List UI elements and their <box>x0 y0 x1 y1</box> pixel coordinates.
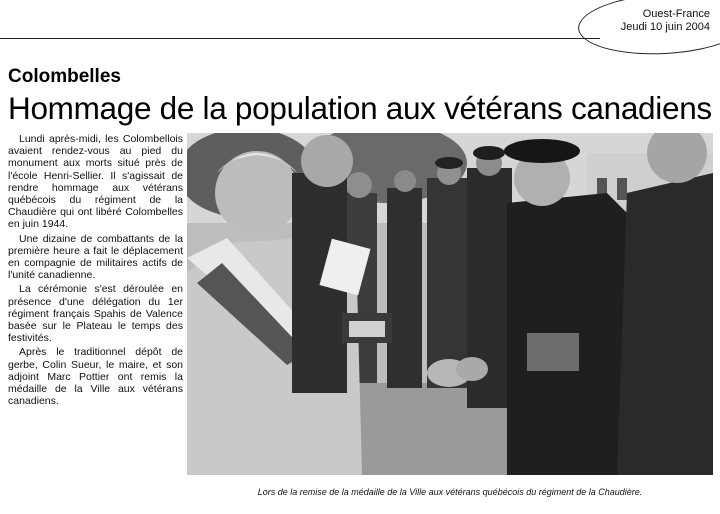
masthead-text <box>621 8 710 34</box>
article-paragraph: Lundi après-midi, les Colombellois avaient rendez-vous au pied du monument aux morts situé près de l'école Henri-Sellier. Il s'agissait de rendre hommage aux vétérans québécois du régiment de la Chaudière qui ont libéré Colombelles en juin 1944. <box>8 133 183 231</box>
section-title: Colombelles <box>8 66 121 87</box>
ceremony-photo <box>187 133 713 475</box>
article-paragraph: Après le traditionnel dépôt de gerbe, Colin Sueur, le maire, et son adjoint Marc Pottier ont remis la médaille de la Ville aux vétérans canadiens. <box>8 346 183 408</box>
article-paragraph: La cérémonie s'est déroulée en présence d'une délégation du 1er régiment français Spahis de Valence basée sur le Plateau le temps des festivités. <box>8 283 183 345</box>
article-paragraph: Une dizaine de combattants de la première heure a fait le déplacement en compagnie de militaires actifs de l'unité canadienne. <box>8 232 183 282</box>
masthead-rule <box>0 38 600 39</box>
article-body <box>8 133 183 409</box>
newspaper-name: Ouest-France <box>642 8 710 20</box>
ceremony-photo-illustration <box>187 133 713 475</box>
headline: Hommage de la population aux vétérans canadiens <box>8 90 712 126</box>
photo-caption: Lors de la remise de la médaille de la Ville aux vétérans québécois du régiment de la Chaudière. <box>257 487 643 497</box>
masthead <box>0 0 720 56</box>
publication-date: Jeudi 10 juin 2004 <box>620 21 710 33</box>
